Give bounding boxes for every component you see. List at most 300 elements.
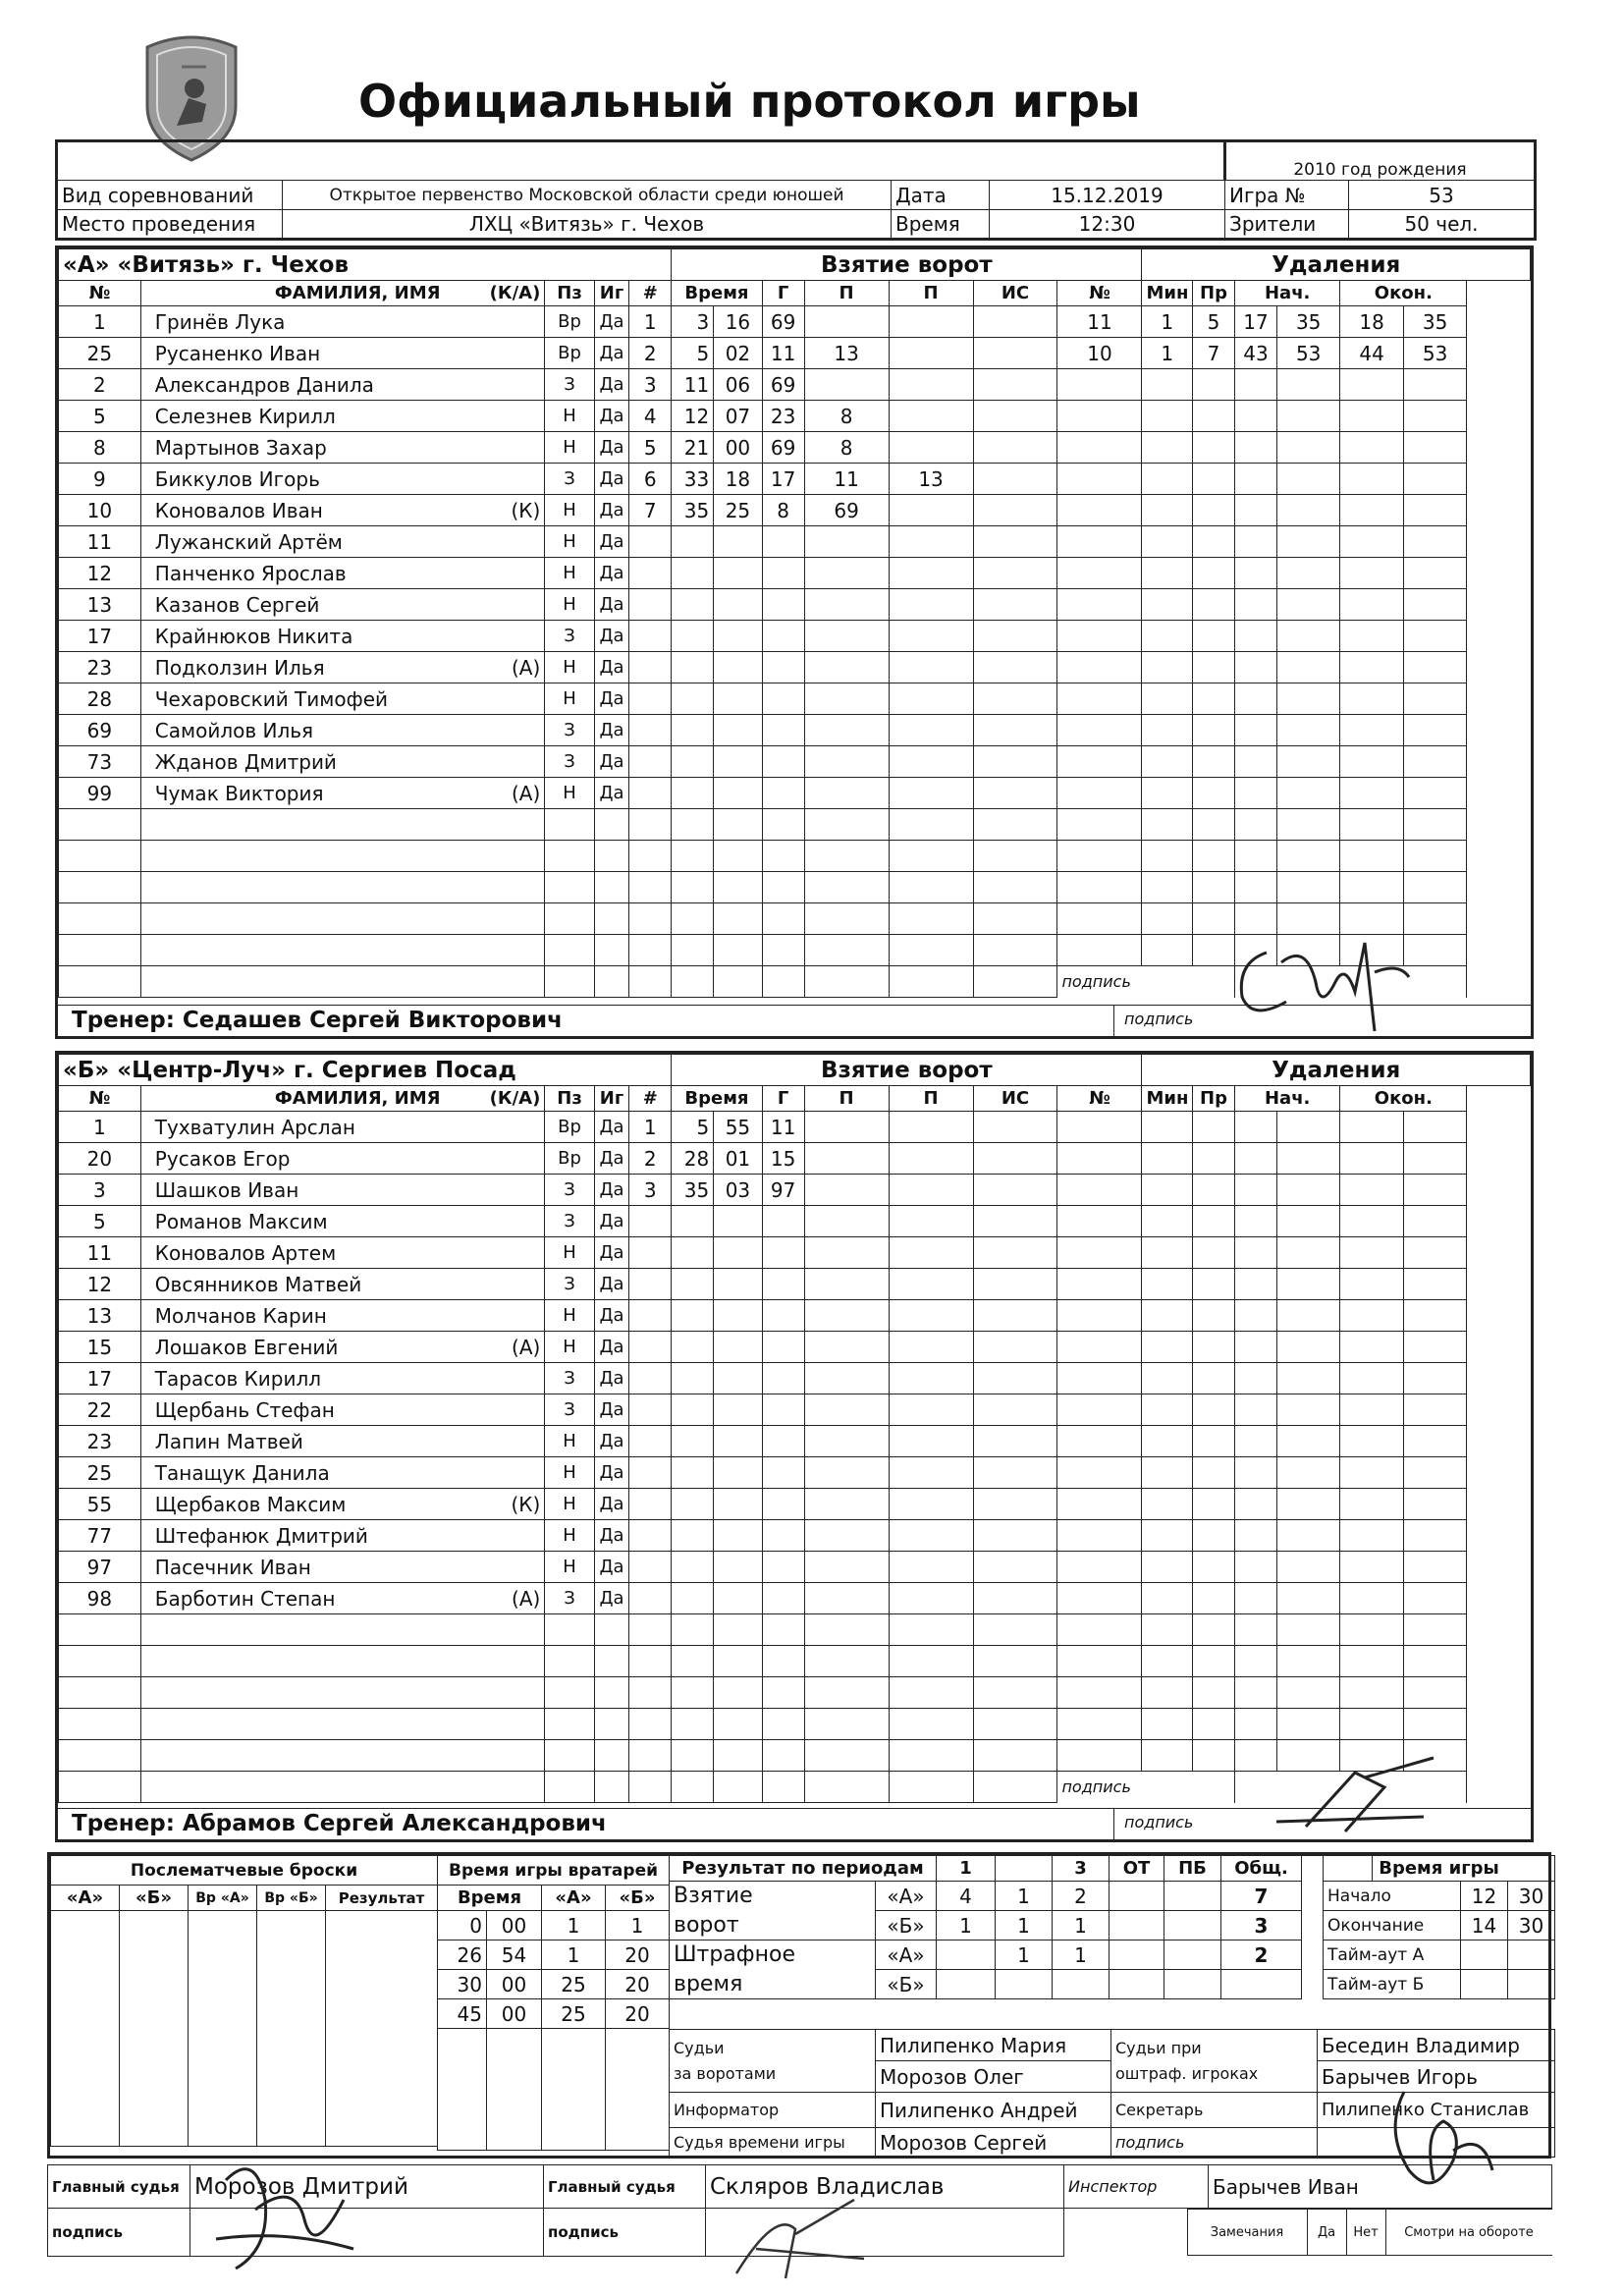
player-position: Н bbox=[545, 589, 594, 621]
goal-second: 25 bbox=[714, 495, 762, 526]
player-position: Н bbox=[545, 526, 594, 558]
period-team: «А» bbox=[876, 1882, 937, 1911]
chief-1-sign-label: подпись bbox=[48, 2209, 190, 2257]
table-row bbox=[59, 872, 1531, 903]
player-position: Н bbox=[545, 778, 594, 809]
player-played: Да bbox=[594, 1332, 628, 1363]
player-position: Н bbox=[545, 1426, 594, 1457]
player-name: Щербаков Максим (К) bbox=[140, 1489, 545, 1520]
col-number: № bbox=[59, 281, 141, 306]
secretary-sign-label: подпись bbox=[1111, 2128, 1318, 2158]
table-row bbox=[59, 1552, 1531, 1583]
player-number: 10 bbox=[59, 495, 141, 526]
period-results-table bbox=[669, 1855, 1373, 1999]
inspector-label: Инспектор bbox=[1064, 2165, 1209, 2209]
chief-referee-2-label: Главный судья bbox=[544, 2165, 706, 2209]
player-number: 2 bbox=[59, 369, 141, 401]
table-row bbox=[59, 778, 1531, 809]
table-row bbox=[59, 1614, 1531, 1646]
player-number: 55 bbox=[59, 1489, 141, 1520]
date-value: 15.12.2019 bbox=[990, 181, 1225, 210]
table-row bbox=[59, 306, 1531, 338]
col-played: Иг bbox=[594, 1086, 628, 1112]
player-played: Да bbox=[594, 1426, 628, 1457]
player-name: Чехаровский Тимофей bbox=[140, 683, 545, 715]
goalie-a: 25 bbox=[542, 1999, 606, 2029]
player-position: З bbox=[545, 464, 594, 495]
penalty-player: 10 bbox=[1057, 338, 1142, 369]
player-number: 97 bbox=[59, 1552, 141, 1583]
period-team: «Б» bbox=[876, 1911, 937, 1941]
period-1-header: 1 bbox=[937, 1856, 996, 1882]
end-label: Окончание bbox=[1324, 1911, 1461, 1941]
shootout-header: ПБ bbox=[1164, 1856, 1221, 1882]
player-number: 20 bbox=[59, 1143, 141, 1175]
player-played: Да bbox=[594, 652, 628, 683]
col-assist-2: П bbox=[889, 1086, 973, 1112]
col-goal-time: Время bbox=[672, 1086, 762, 1112]
goal-minute: 11 bbox=[672, 369, 714, 401]
penalty-start-sec: 53 bbox=[1276, 338, 1339, 369]
overtime-header: ОТ bbox=[1110, 1856, 1164, 1882]
penalty-reason: 7 bbox=[1193, 338, 1235, 369]
goal-number: 6 bbox=[629, 464, 672, 495]
goal-scorer: 8 bbox=[762, 495, 804, 526]
time-label: Время bbox=[892, 210, 990, 240]
player-position: З bbox=[545, 1394, 594, 1426]
goal-assist-2 bbox=[889, 495, 973, 526]
goal-assist-2 bbox=[889, 1112, 973, 1143]
goalie-time-table bbox=[437, 1855, 670, 2151]
goal-second: 03 bbox=[714, 1175, 762, 1206]
penalties-header: Удаления bbox=[1142, 249, 1531, 281]
player-number: 8 bbox=[59, 432, 141, 464]
player-name: Самойлов Илья bbox=[140, 715, 545, 746]
end-minute: 30 bbox=[1508, 1911, 1555, 1941]
game-time-table bbox=[1323, 1855, 1555, 1999]
goals-header: Взятие ворот bbox=[672, 249, 1142, 281]
goalie-b: 1 bbox=[606, 1911, 670, 1941]
goal-second: 55 bbox=[714, 1112, 762, 1143]
player-number: 99 bbox=[59, 778, 141, 809]
player-number: 13 bbox=[59, 1300, 141, 1332]
competition-value: Открытое первенство Московской области среди юношей bbox=[283, 181, 892, 210]
goal-scorer: 17 bbox=[762, 464, 804, 495]
period-2-header bbox=[996, 1856, 1053, 1882]
goalie-col-time: Время bbox=[438, 1886, 542, 1911]
start-label: Начало bbox=[1324, 1882, 1461, 1911]
player-name: Щербань Стефан bbox=[140, 1394, 545, 1426]
player-name: Гринёв Лука bbox=[140, 306, 545, 338]
goal-minute: 3 bbox=[672, 306, 714, 338]
player-name: Крайнюков Никита bbox=[140, 621, 545, 652]
period-value bbox=[937, 1970, 996, 1999]
period-value: 2 bbox=[1221, 1941, 1302, 1970]
col-goal-time: Время bbox=[672, 281, 762, 306]
player-name: Молчанов Карин bbox=[140, 1300, 545, 1332]
game-time-label: Время игры bbox=[1324, 1856, 1555, 1882]
player-name: Пасечник Иван bbox=[140, 1552, 545, 1583]
player-position: Н bbox=[545, 558, 594, 589]
goal-judge-2: Морозов Олег bbox=[876, 2061, 1111, 2093]
remarks-no: Нет bbox=[1346, 2210, 1385, 2256]
goal-situation bbox=[973, 1143, 1057, 1175]
table-row bbox=[59, 1583, 1531, 1614]
player-position: З bbox=[545, 621, 594, 652]
player-name: Казанов Сергей bbox=[140, 589, 545, 621]
goalie-minute: 45 bbox=[438, 1999, 487, 2029]
remarks-label: Замечания bbox=[1187, 2210, 1307, 2256]
goalie-row bbox=[438, 1970, 670, 1999]
table-row bbox=[59, 841, 1531, 872]
goalie-col-b: «Б» bbox=[606, 1886, 670, 1911]
goal-second: 07 bbox=[714, 401, 762, 432]
coach-sign-label: подпись bbox=[1057, 1772, 1235, 1803]
player-played: Да bbox=[594, 1300, 628, 1332]
goal-number: 3 bbox=[629, 1175, 672, 1206]
player-position: Н bbox=[545, 495, 594, 526]
goal-assist-1: 8 bbox=[804, 432, 889, 464]
goal-assist-1 bbox=[804, 1112, 889, 1143]
shootout-col-b: «Б» bbox=[120, 1886, 189, 1911]
spectators-label: Зрители bbox=[1225, 210, 1349, 240]
player-played: Да bbox=[594, 621, 628, 652]
goalie-b: 20 bbox=[606, 1970, 670, 1999]
goal-situation bbox=[973, 1175, 1057, 1206]
period-row-label: Взятие bbox=[670, 1882, 876, 1911]
col-number: № bbox=[59, 1086, 141, 1112]
player-number: 9 bbox=[59, 464, 141, 495]
secretary-label: Секретарь bbox=[1111, 2093, 1318, 2128]
period-value: 1 bbox=[996, 1882, 1053, 1911]
period-value: 4 bbox=[937, 1882, 996, 1911]
player-number: 77 bbox=[59, 1520, 141, 1552]
col-assist-1: П bbox=[804, 1086, 889, 1112]
player-name: Барботин Степан (А) bbox=[140, 1583, 545, 1614]
period-team: «Б» bbox=[876, 1970, 937, 1999]
player-played: Да bbox=[594, 1206, 628, 1237]
timekeeper-label: Судья времени игры bbox=[670, 2128, 876, 2158]
player-position: Н bbox=[545, 1520, 594, 1552]
period-row-label: время bbox=[670, 1970, 876, 1999]
player-number: 25 bbox=[59, 338, 141, 369]
team-header: «А» «Витязь» г. Чехов bbox=[59, 249, 672, 281]
timeout-b-label: Тайм-аут Б bbox=[1324, 1970, 1461, 1999]
player-name: Подколзин Илья (А) bbox=[140, 652, 545, 683]
shootout-table bbox=[50, 1855, 438, 2147]
goal-scorer: 11 bbox=[762, 338, 804, 369]
player-name: Тухватулин Арслан bbox=[140, 1112, 545, 1143]
goalie-minute: 30 bbox=[438, 1970, 487, 1999]
period-3-header: 3 bbox=[1053, 1856, 1110, 1882]
period-value bbox=[1110, 1911, 1164, 1941]
goal-minute: 35 bbox=[672, 495, 714, 526]
col-goal-no: # bbox=[629, 281, 672, 306]
table-row bbox=[59, 432, 1531, 464]
player-played: Да bbox=[594, 683, 628, 715]
player-position: З bbox=[545, 369, 594, 401]
goal-scorer: 15 bbox=[762, 1143, 804, 1175]
player-played: Да bbox=[594, 589, 628, 621]
table-row bbox=[59, 1709, 1531, 1740]
goalie-time-label: Время игры вратарей bbox=[438, 1856, 670, 1886]
summary-section bbox=[47, 1852, 1551, 2159]
period-row bbox=[670, 1882, 1373, 1911]
player-name: Романов Максим bbox=[140, 1206, 545, 1237]
col-pen-reason: Пр bbox=[1193, 1086, 1235, 1112]
player-number: 3 bbox=[59, 1175, 141, 1206]
penalty-minutes: 1 bbox=[1142, 338, 1193, 369]
chief-1-signature bbox=[196, 2141, 373, 2288]
player-played: Да bbox=[594, 558, 628, 589]
goal-number: 5 bbox=[629, 432, 672, 464]
player-number: 69 bbox=[59, 715, 141, 746]
place-value: ЛХЦ «Витязь» г. Чехов bbox=[283, 210, 892, 240]
team-a-section bbox=[55, 246, 1534, 1039]
player-position: Н bbox=[545, 1332, 594, 1363]
penalty-judge-1: Беседин Владимир bbox=[1318, 2030, 1555, 2061]
informer-label: Информатор bbox=[670, 2093, 876, 2128]
col-assist-1: П bbox=[804, 281, 889, 306]
coach-b-signature bbox=[1267, 1748, 1443, 1846]
table-row bbox=[59, 1175, 1531, 1206]
player-name: Лужанский Артём bbox=[140, 526, 545, 558]
player-played: Да bbox=[594, 1489, 628, 1520]
col-pen-number: № bbox=[1057, 281, 1142, 306]
player-name: Шашков Иван bbox=[140, 1175, 545, 1206]
coach-name: Тренер: Седашев Сергей Викторович bbox=[58, 1006, 1114, 1037]
col-position: Пз bbox=[545, 281, 594, 306]
table-row bbox=[59, 1489, 1531, 1520]
col-position: Пз bbox=[545, 1086, 594, 1112]
goal-assist-1: 11 bbox=[804, 464, 889, 495]
goal-situation bbox=[973, 464, 1057, 495]
player-number: 1 bbox=[59, 1112, 141, 1143]
period-value bbox=[1221, 1970, 1302, 1999]
player-name: Тарасов Кирилл bbox=[140, 1363, 545, 1394]
table-row bbox=[59, 1646, 1531, 1677]
player-position: Вр bbox=[545, 338, 594, 369]
player-number: 5 bbox=[59, 1206, 141, 1237]
goal-assist-2 bbox=[889, 1143, 973, 1175]
period-value: 7 bbox=[1221, 1882, 1302, 1911]
col-name: ФАМИЛИЯ, ИМЯ (К/А) bbox=[140, 1086, 545, 1112]
player-position: З bbox=[545, 1175, 594, 1206]
player-name: Штефанюк Дмитрий bbox=[140, 1520, 545, 1552]
table-row bbox=[59, 1394, 1531, 1426]
player-played: Да bbox=[594, 1394, 628, 1426]
player-played: Да bbox=[594, 495, 628, 526]
goal-assist-1: 13 bbox=[804, 338, 889, 369]
inspector-value: Барычев Иван bbox=[1209, 2165, 1552, 2209]
goal-assist-2 bbox=[889, 1175, 973, 1206]
table-row bbox=[59, 1677, 1531, 1709]
player-number: 1 bbox=[59, 306, 141, 338]
player-name: Русаненко Иван bbox=[140, 338, 545, 369]
player-name: Русаков Егор bbox=[140, 1143, 545, 1175]
goalie-minute: 0 bbox=[438, 1911, 487, 1941]
goal-minute: 5 bbox=[672, 1112, 714, 1143]
period-value: 1 bbox=[1053, 1941, 1110, 1970]
goal-assist-1 bbox=[804, 369, 889, 401]
chief-referee-1-label: Главный судья bbox=[48, 2165, 190, 2209]
col-pen-end: Окон. bbox=[1340, 1086, 1467, 1112]
table-row bbox=[59, 1363, 1531, 1394]
goal-scorer: 69 bbox=[762, 306, 804, 338]
goalie-second: 54 bbox=[487, 1941, 542, 1970]
goalie-a: 25 bbox=[542, 1970, 606, 1999]
birth-year: 2010 год рождения bbox=[1225, 141, 1536, 181]
goal-assist-1 bbox=[804, 1175, 889, 1206]
goal-second: 06 bbox=[714, 369, 762, 401]
player-number: 25 bbox=[59, 1457, 141, 1489]
player-position: З bbox=[545, 1206, 594, 1237]
player-played: Да bbox=[594, 306, 628, 338]
player-number: 17 bbox=[59, 621, 141, 652]
penalty-start-min: 43 bbox=[1234, 338, 1276, 369]
period-value: 1 bbox=[937, 1911, 996, 1941]
coach-name: Тренер: Абрамов Сергей Александрович bbox=[58, 1809, 1114, 1840]
player-position: Н bbox=[545, 1489, 594, 1520]
penalty-player: 11 bbox=[1057, 306, 1142, 338]
player-position: Н bbox=[545, 401, 594, 432]
goal-second: 02 bbox=[714, 338, 762, 369]
player-name: Александров Данила bbox=[140, 369, 545, 401]
period-value: 1 bbox=[1053, 1911, 1110, 1941]
player-played: Да bbox=[594, 746, 628, 778]
player-played: Да bbox=[594, 1520, 628, 1552]
period-value bbox=[937, 1941, 996, 1970]
table-row bbox=[59, 1457, 1531, 1489]
table-row bbox=[59, 715, 1531, 746]
periods-label: Результат по периодам bbox=[670, 1856, 937, 1882]
goal-assist-1 bbox=[804, 306, 889, 338]
game-label: Игра № bbox=[1225, 181, 1349, 210]
table-row bbox=[59, 1112, 1531, 1143]
player-name: Лошаков Евгений (А) bbox=[140, 1332, 545, 1363]
player-name: Мартынов Захар bbox=[140, 432, 545, 464]
goal-situation bbox=[973, 495, 1057, 526]
table-row bbox=[59, 401, 1531, 432]
col-pen-end: Окон. bbox=[1340, 281, 1467, 306]
goal-assist-1 bbox=[804, 1143, 889, 1175]
player-position: Н bbox=[545, 1552, 594, 1583]
player-played: Да bbox=[594, 1363, 628, 1394]
goal-assist-1: 69 bbox=[804, 495, 889, 526]
player-position: З bbox=[545, 746, 594, 778]
chief-referee-1-value: Морозов Дмитрий bbox=[190, 2165, 544, 2209]
penalty-end-min: 18 bbox=[1340, 306, 1403, 338]
player-played: Да bbox=[594, 401, 628, 432]
goal-scorer: 97 bbox=[762, 1175, 804, 1206]
period-row bbox=[670, 1941, 1373, 1970]
period-value: 1 bbox=[996, 1941, 1053, 1970]
timekeeper-value: Морозов Сергей bbox=[876, 2128, 1111, 2158]
time-value: 12:30 bbox=[990, 210, 1225, 240]
table-row bbox=[59, 464, 1531, 495]
coach-sign-label: подпись bbox=[1057, 966, 1235, 998]
player-played: Да bbox=[594, 432, 628, 464]
table-row bbox=[59, 621, 1531, 652]
competition-label: Вид соревнований bbox=[57, 181, 283, 210]
table-row bbox=[59, 1269, 1531, 1300]
goalie-a: 1 bbox=[542, 1941, 606, 1970]
penalty-reason: 5 bbox=[1193, 306, 1235, 338]
goal-assist-2 bbox=[889, 401, 973, 432]
player-name: Селезнев Кирилл bbox=[140, 401, 545, 432]
goal-situation bbox=[973, 401, 1057, 432]
player-position: Н bbox=[545, 1457, 594, 1489]
table-row bbox=[59, 1426, 1531, 1457]
chief-referee-2-value: Скляров Владислав bbox=[706, 2165, 1064, 2209]
penalty-end-sec: 53 bbox=[1403, 338, 1466, 369]
player-number: 23 bbox=[59, 652, 141, 683]
table-row bbox=[59, 558, 1531, 589]
col-situation: ИС bbox=[973, 1086, 1057, 1112]
period-value bbox=[996, 1970, 1053, 1999]
goalie-b: 20 bbox=[606, 1999, 670, 2029]
goal-minute: 28 bbox=[672, 1143, 714, 1175]
period-value bbox=[1110, 1941, 1164, 1970]
goal-assist-2 bbox=[889, 338, 973, 369]
coach-sign-label: подпись bbox=[1124, 1010, 1194, 1028]
spectators-value: 50 чел. bbox=[1349, 210, 1536, 240]
goal-judges-label: Судьи за воротами bbox=[670, 2030, 876, 2093]
goal-assist-2 bbox=[889, 369, 973, 401]
team-b-section bbox=[55, 1051, 1534, 1842]
player-played: Да bbox=[594, 338, 628, 369]
goalie-col-a: «А» bbox=[542, 1886, 606, 1911]
penalty-start-min: 17 bbox=[1234, 306, 1276, 338]
table-row bbox=[59, 526, 1531, 558]
table-row bbox=[59, 495, 1531, 526]
player-position: З bbox=[545, 715, 594, 746]
goal-scorer: 11 bbox=[762, 1112, 804, 1143]
period-value bbox=[1110, 1882, 1164, 1911]
player-position: Н bbox=[545, 1237, 594, 1269]
player-played: Да bbox=[594, 526, 628, 558]
goalie-b: 20 bbox=[606, 1941, 670, 1970]
player-played: Да bbox=[594, 1143, 628, 1175]
timeout-a-label: Тайм-аут А bbox=[1324, 1941, 1461, 1970]
goalie-minute: 26 bbox=[438, 1941, 487, 1970]
period-row-label: ворот bbox=[670, 1911, 876, 1941]
shootout-col-a: «А» bbox=[51, 1886, 120, 1911]
col-pen-number: № bbox=[1057, 1086, 1142, 1112]
goal-assist-1: 8 bbox=[804, 401, 889, 432]
goal-assist-2 bbox=[889, 432, 973, 464]
player-name: Танащук Данила bbox=[140, 1457, 545, 1489]
player-played: Да bbox=[594, 1457, 628, 1489]
goal-assist-2 bbox=[889, 306, 973, 338]
table-row bbox=[59, 369, 1531, 401]
date-label: Дата bbox=[892, 181, 990, 210]
player-position: Н bbox=[545, 432, 594, 464]
shootout-col-gkb: Вр «Б» bbox=[257, 1886, 326, 1911]
secretary-signature bbox=[1365, 2072, 1512, 2210]
goal-minute: 21 bbox=[672, 432, 714, 464]
see-back-label: Смотри на обороте bbox=[1385, 2210, 1552, 2256]
period-row-label: Штрафное bbox=[670, 1941, 876, 1970]
chief-2-signature bbox=[717, 2190, 874, 2288]
player-number: 28 bbox=[59, 683, 141, 715]
col-pen-minutes: Мин bbox=[1142, 1086, 1193, 1112]
player-number: 13 bbox=[59, 589, 141, 621]
goal-number: 2 bbox=[629, 338, 672, 369]
player-number: 98 bbox=[59, 1583, 141, 1614]
table-row bbox=[59, 746, 1531, 778]
table-row bbox=[59, 589, 1531, 621]
